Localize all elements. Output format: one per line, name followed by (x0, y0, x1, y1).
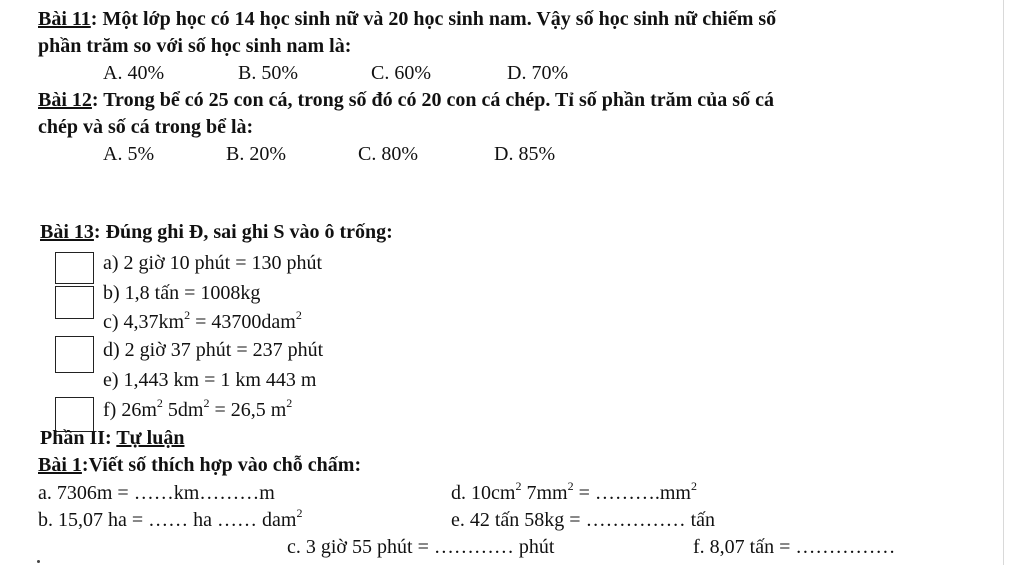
bai13-question (40, 220, 393, 244)
section-2-prefix: Phần II: (40, 427, 117, 449)
bai1-item-b (38, 508, 302, 532)
item-b-sup: 2 (296, 506, 303, 520)
bai1-label: Bài 1 (38, 454, 82, 476)
item-f-sup3: 2 (286, 396, 293, 410)
item-d-mid: 7mm (521, 482, 568, 504)
item-d-right: = ……….mm (573, 482, 691, 504)
bai12-option-b: B. 20% (226, 143, 286, 165)
item-d-sup2: 2 (567, 479, 574, 493)
bai1-item-f: f. 8,07 tấn = …………… (693, 536, 896, 558)
bai12-option-d: D. 85% (494, 143, 556, 165)
item-d-sup3: 2 (690, 479, 697, 493)
answer-box-d[interactable] (55, 336, 94, 373)
bai13-text: : Đúng ghi Đ, sai ghi S vào ô trống: (93, 221, 393, 243)
bai12-text1: : Trong bể có 25 con cá, trong số đó có 20 con cá chép. Tỉ số phần trăm của số cá (91, 89, 774, 111)
bai12-option-c: C. 80% (358, 143, 418, 165)
bai11-question-line1 (38, 7, 776, 31)
bai1-item-c: c. 3 giờ 55 phút = ………… phút (287, 536, 555, 558)
item-c-sup1: 2 (184, 308, 191, 322)
bai13-label: Bài 13 (40, 221, 94, 243)
item-f-sup2: 2 (203, 396, 210, 410)
bai11-option-d: D. 70% (507, 62, 569, 84)
item-d-left: d. 10cm (451, 482, 516, 504)
section-2-title: Tự luận (116, 427, 185, 449)
bai12-option-a: A. 5% (103, 143, 155, 165)
bai11-label: Bài 11 (38, 8, 91, 30)
item-b-text: b. 15,07 ha = …… ha …… dam (38, 509, 297, 531)
item-c-right: = 43700dam (190, 311, 296, 333)
bai1-item-e: e. 42 tấn 58kg = …………… tấn (451, 509, 716, 531)
bai1-item-d (451, 481, 697, 505)
bai11-option-c: C. 60% (371, 62, 431, 84)
bai1-text: :Viết số thích hợp vào chỗ chấm: (81, 454, 362, 476)
bai11-question-line2: phần trăm so với số học sinh nam là: (38, 35, 352, 57)
page-edge-line (1003, 0, 1004, 565)
item-f-sup1: 2 (156, 396, 163, 410)
bai13-item-d: d) 2 giờ 37 phút = 237 phút (103, 339, 324, 361)
bai12-label: Bài 12 (38, 89, 92, 111)
bai1-item-a: a. 7306m = ……km………m (38, 482, 275, 504)
bai13-item-a: a) 2 giờ 10 phút = 130 phút (103, 252, 323, 274)
section-2-heading (40, 426, 184, 450)
bai11-option-b: B. 50% (238, 62, 298, 84)
item-f-mid: 5dm (162, 399, 204, 421)
bai11-text1: : Một lớp học có 14 học sinh nữ và 20 học sinh nam. Vậy số học sinh nữ chiếm số (90, 8, 777, 30)
bai12-question-line2: chép và số cá trong bể là: (38, 116, 254, 138)
bai13-item-f (103, 398, 292, 422)
stray-dot (37, 560, 40, 563)
item-f-left: f) 26m (103, 399, 157, 421)
item-f-right: = 26,5 m (209, 399, 287, 421)
bai13-item-b: b) 1,8 tấn = 1008kg (103, 282, 261, 304)
answer-box-b[interactable] (55, 286, 94, 319)
answer-box-a[interactable] (55, 252, 94, 284)
item-c-left: c) 4,37km (103, 311, 185, 333)
bai13-item-c (103, 310, 302, 334)
bai12-question-line1 (38, 88, 774, 112)
item-c-sup2: 2 (295, 308, 302, 322)
bai13-item-e: e) 1,443 km = 1 km 443 m (103, 369, 317, 391)
bai1-question (38, 453, 361, 477)
item-d-sup1: 2 (515, 479, 522, 493)
bai11-option-a: A. 40% (103, 62, 165, 84)
